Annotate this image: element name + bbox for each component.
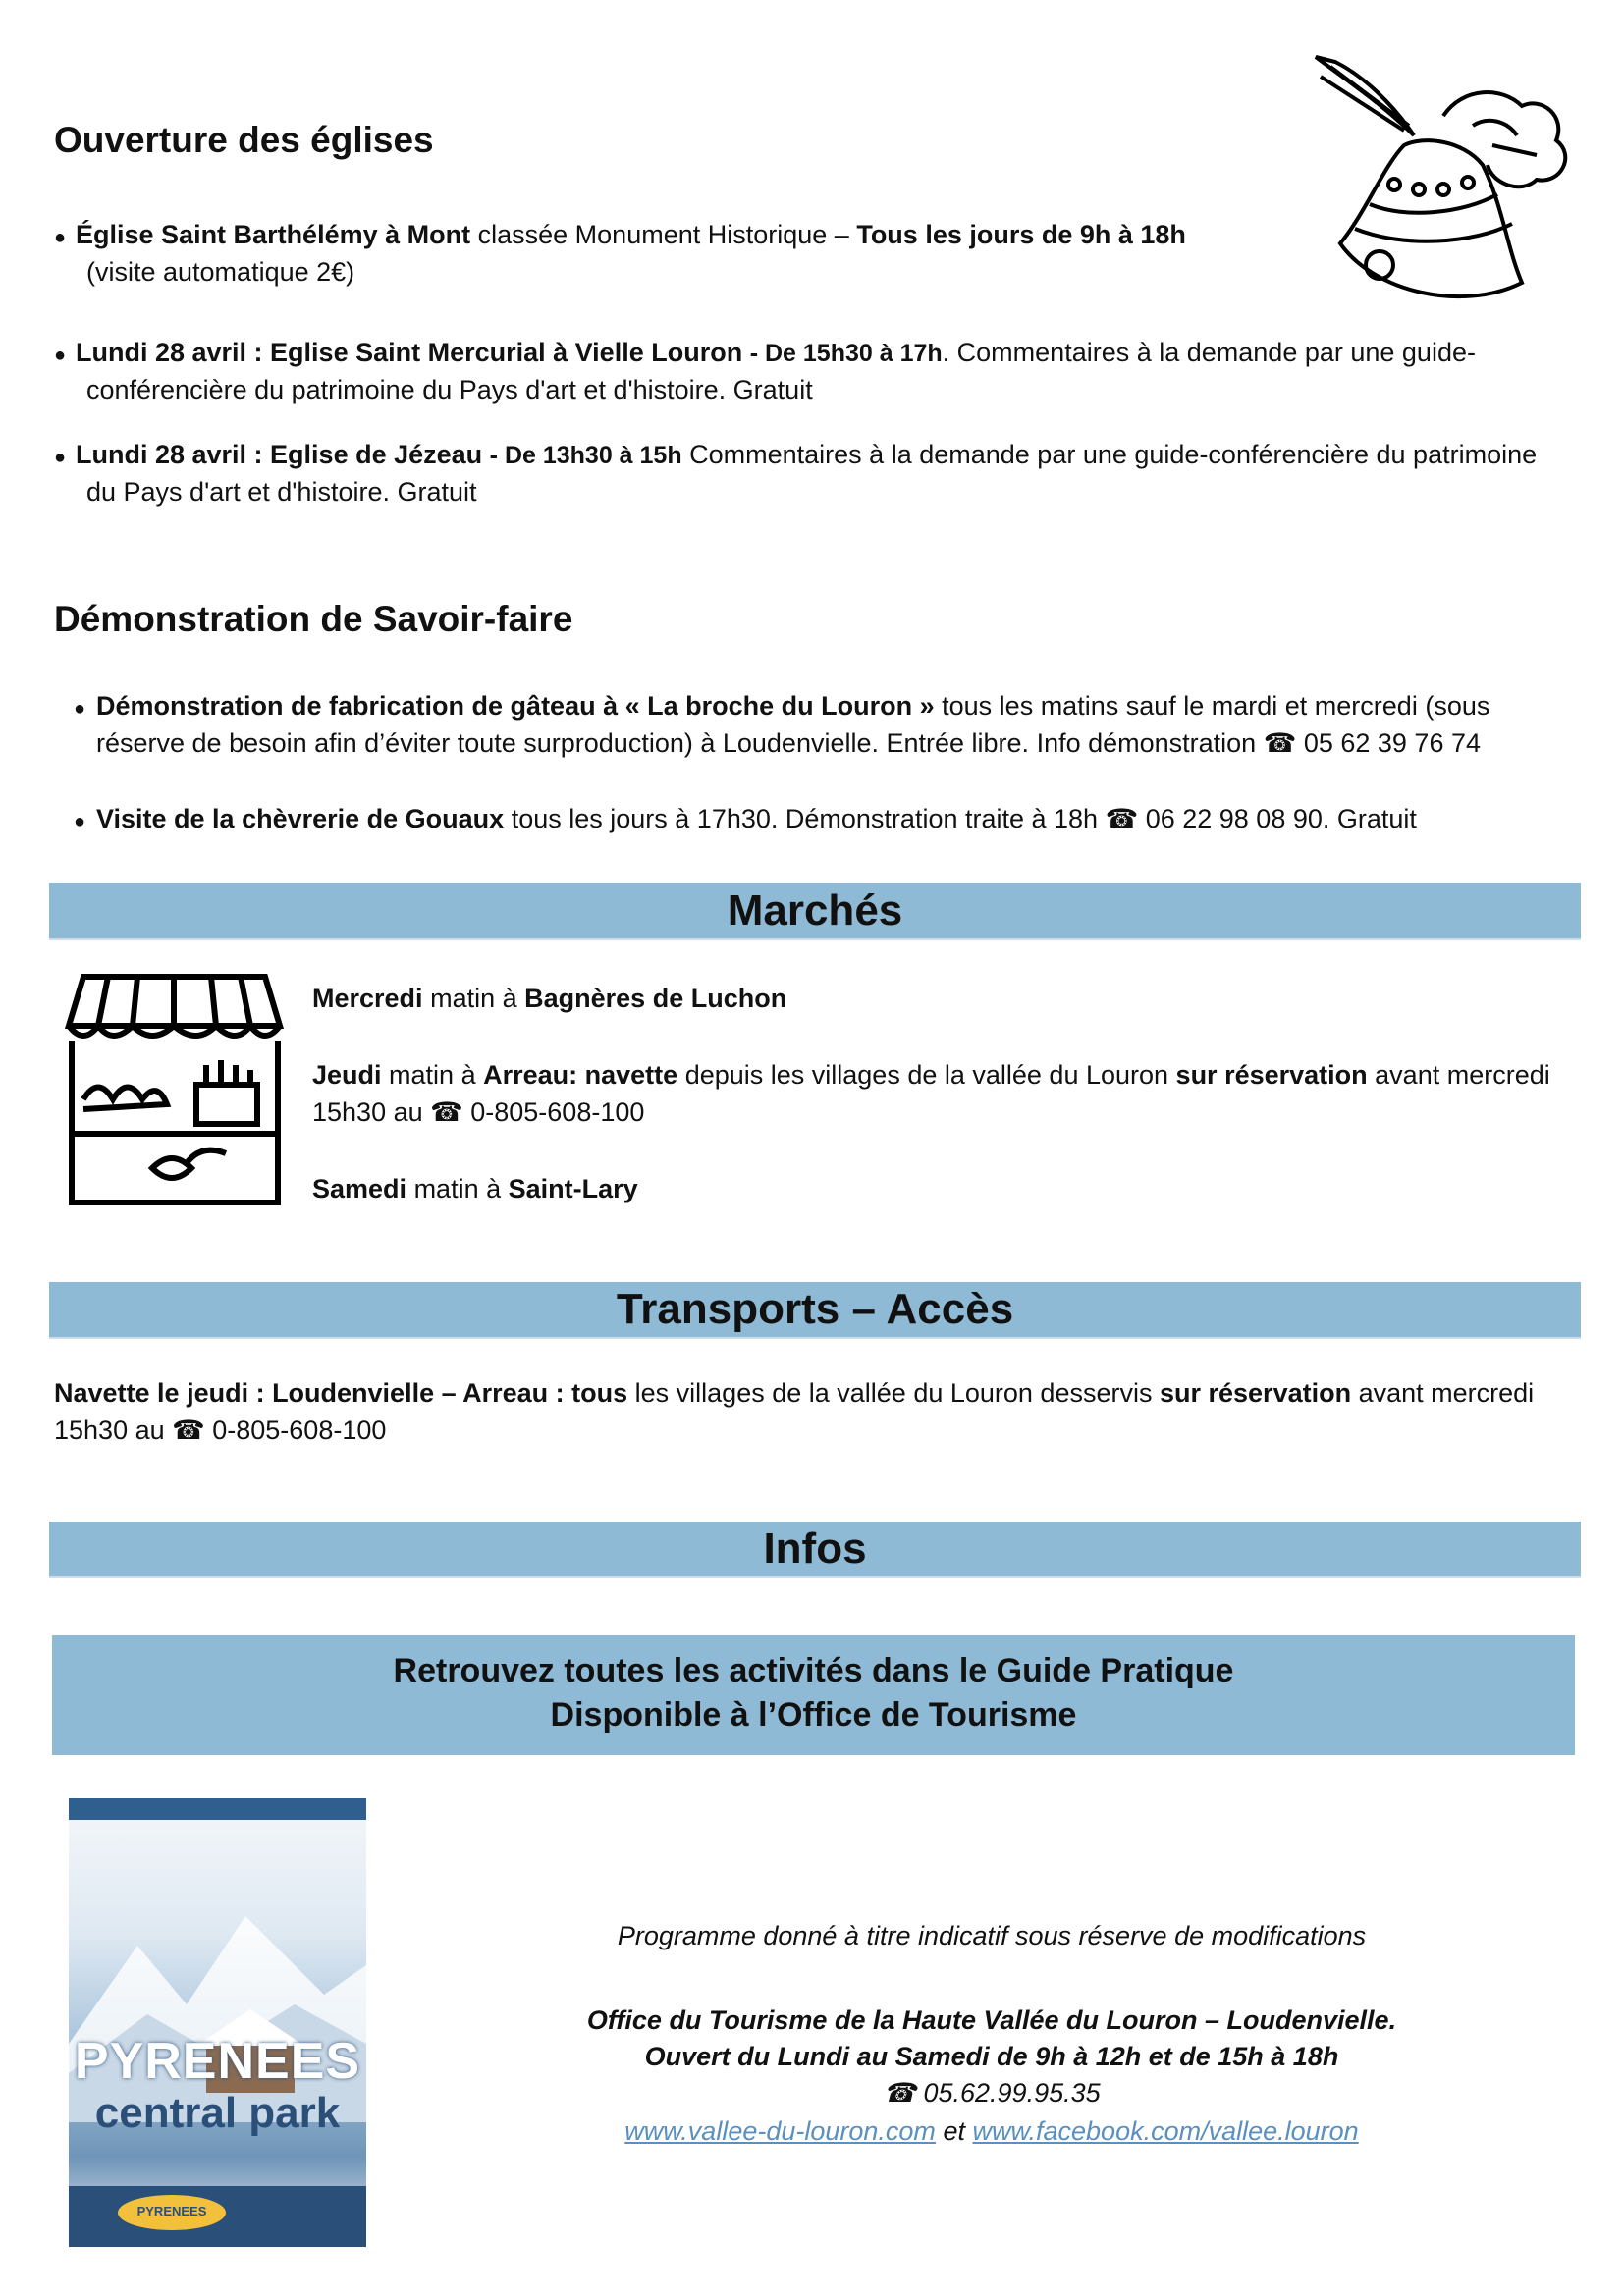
guide-cover-image [69,1798,366,2247]
market-day: Samedi [312,1174,407,1203]
transport-bold: sur réservation [1159,1378,1352,1408]
office-line-2: Ouvert du Lundi au Samedi de 9h à 12h et de 15h à 18h [644,2042,1339,2071]
disclaimer: Programme donné à titre indicatif sous réserve de modifications [617,1921,1367,1950]
church-item-3 [76,436,1588,474]
church-desc-2: conférencière du patrimoine du Pays d'art et d'histoire. Gratuit [86,375,813,404]
transport-text [54,1374,1586,1412]
guide-line-1: Retrouvez toutes les activités dans le Guide Pratique [393,1652,1234,1689]
transport-band: Transports – Accès [49,1282,1581,1339]
market-text: avant mercredi [1375,1060,1550,1090]
savoirfaire-desc: tous les matins sauf le mardi et mercredi (sous [942,691,1490,721]
links-and: et [943,2116,965,2146]
guide-line-2: Disponible à l’Office de Tourisme [550,1696,1077,1734]
church-desc-2: du Pays d'art et d'histoire. Gratuit [86,477,477,507]
market-text: matin à [389,1060,476,1090]
market-place: Arreau: navette [483,1060,678,1090]
church-hours: Tous les jours de 9h à 18h [856,220,1186,249]
office-links [550,2113,1434,2150]
savoirfaire-item-1 [96,687,1589,724]
savoirfaire-desc-2: réserve de besoin afin d’éviter toute surproduction) à Loudenvielle. Entrée libre. Info démonstration ☎ 05 62 39 76 74 [96,728,1481,758]
bullet-icon: ● [74,811,86,832]
market-text: matin à [413,1174,502,1203]
cover-logo: PYRENEES [136,2204,207,2218]
market-text: depuis les villages de la vallée du Louron [684,1060,1169,1090]
transport-line2: 15h30 au ☎ 0-805-608-100 [54,1415,387,1445]
bullet-icon: ● [74,698,86,720]
transport-plain: les villages de la vallée du Louron desservis [634,1378,1153,1408]
markets-band: Marchés [49,883,1581,940]
churches-title: Ouverture des églises [54,120,434,160]
transport-bold: Navette le jeudi : Loudenvielle – Arreau : tous [54,1378,628,1408]
market-wednesday [312,980,786,1017]
office-line-1: Office du Tourisme de la Haute Vallée du Louron – Loudenvielle. [586,2005,1397,2035]
church-desc: . Commentaires à la demande par une guide- [942,338,1476,367]
bullet-icon: ● [54,447,67,468]
market-day: Mercredi [312,984,423,1013]
market-place: Bagnères de Luchon [524,984,787,1013]
transport-plain: avant mercredi [1358,1378,1535,1408]
savoirfaire-desc: tous les jours à 17h30. Démonstration traite à 18h ☎ 06 22 98 08 90. Gratuit [511,804,1417,833]
savoirfaire-item-2 [96,800,1417,837]
bullet-icon: ● [54,227,67,248]
website-link[interactable]: www.vallee-du-louron.com [624,2116,936,2146]
cover-brand-2: central park [94,2089,341,2137]
church-hours: - De 15h30 à 17h [749,340,943,367]
church-desc: Commentaires à la demande par une guide-conférencière du patrimoine [689,440,1538,469]
market-day: Jeudi [312,1060,382,1090]
office-phone: ☎ 05.62.99.95.35 [883,2078,1101,2108]
savoirfaire-name: Visite de la chèvrerie de Gouaux [96,804,505,833]
church-hours: - De 13h30 à 15h [489,442,682,469]
savoirfaire-title: Démonstration de Savoir-faire [54,599,573,639]
market-thursday-line2: 15h30 au ☎ 0-805-608-100 [312,1097,645,1127]
bullet-icon: ● [54,345,67,366]
market-stall-icon [64,972,285,1207]
church-desc: classée Monument Historique – [477,220,849,249]
church-name: Église Saint Barthélémy à Mont [76,220,471,249]
bell-icon [1296,47,1581,332]
market-thursday [312,1056,1589,1094]
guide-box [52,1635,1575,1755]
market-text: matin à [430,984,517,1013]
church-name: Lundi 28 avril : Eglise de Jézeau [76,440,483,469]
church-name: Lundi 28 avril : Eglise Saint Mercurial à Vielle Louron [76,338,743,367]
cover-brand-1: PYRENEES [74,2033,361,2090]
church-note: (visite automatique 2€) [86,257,355,287]
market-place: Saint-Lary [508,1174,638,1203]
market-resa: sur réservation [1175,1060,1368,1090]
market-saturday [312,1170,638,1207]
infos-band: Infos [49,1522,1581,1578]
facebook-link[interactable]: www.facebook.com/vallee.louron [972,2116,1359,2146]
church-item-1 [76,216,1283,253]
church-item-2 [76,334,1588,372]
savoirfaire-name: Démonstration de fabrication de gâteau à « La broche du Louron » [96,691,935,721]
